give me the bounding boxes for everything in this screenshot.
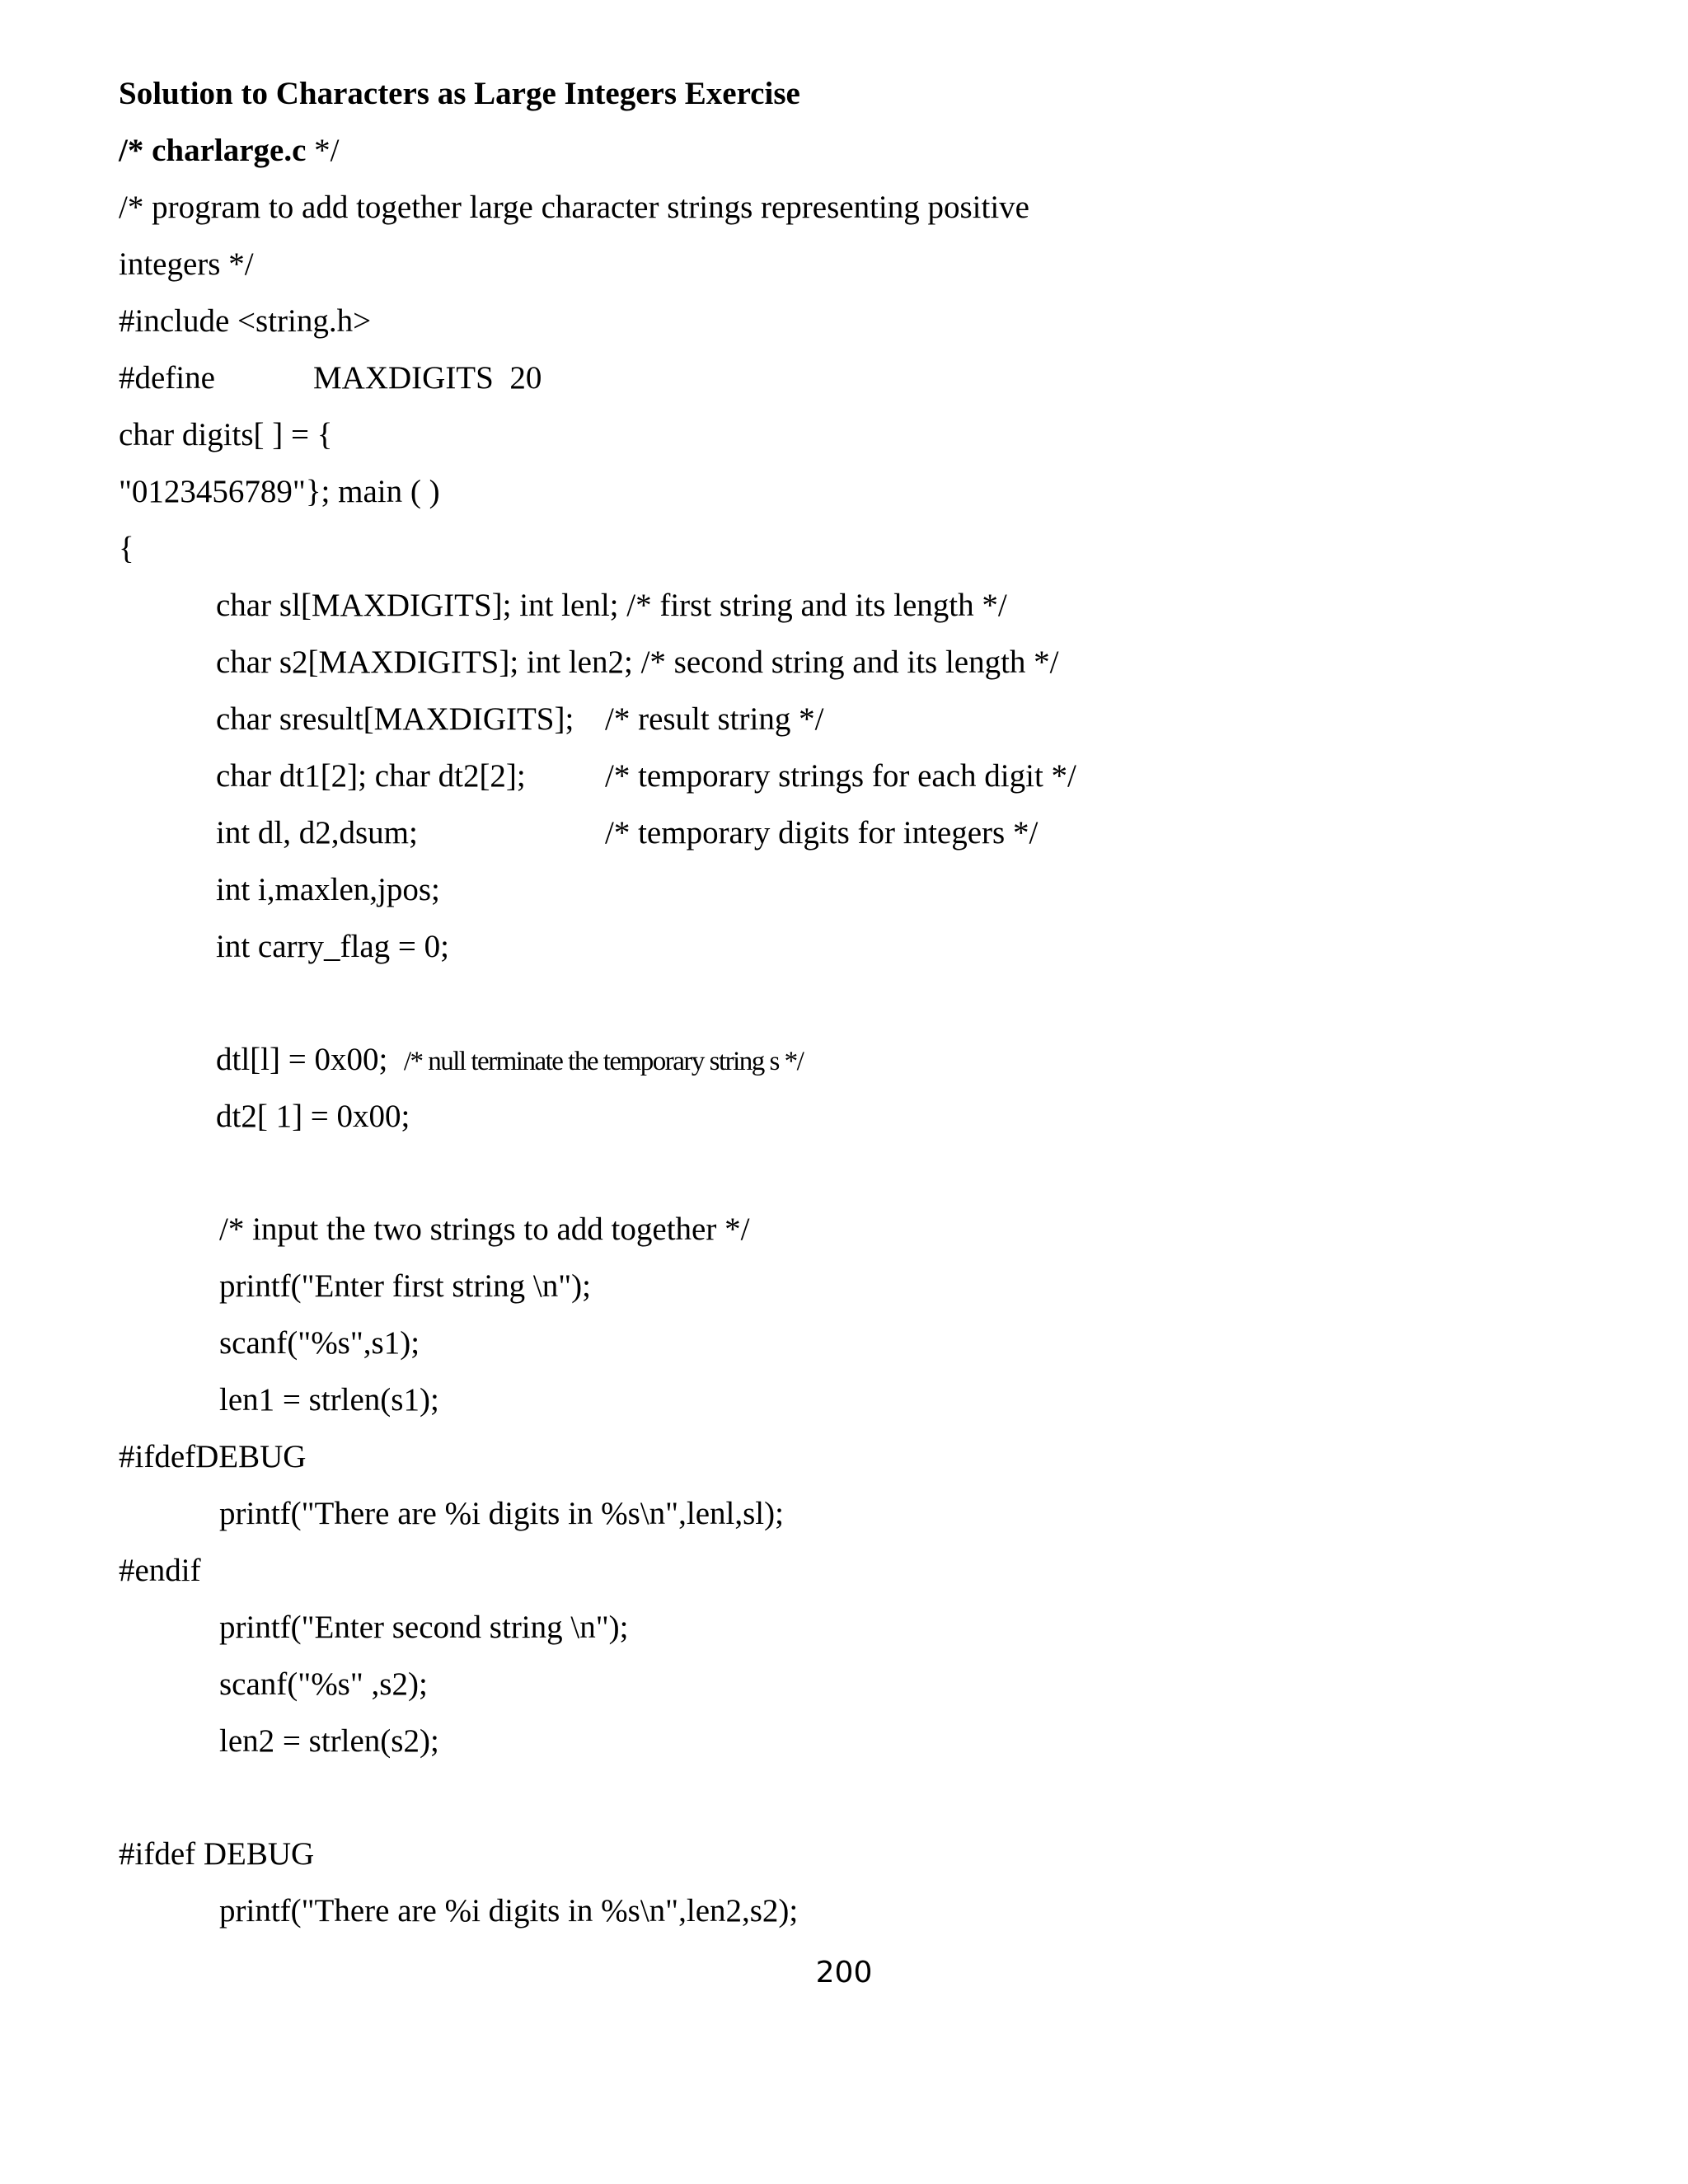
code-line-08-code: char sl[MAXDIGITS]; int lenl; [216,588,619,623]
code-line-10-comment: /* result string */ [605,701,824,737]
code-line-12-comment: /* temporary digits for integers */ [605,815,1039,851]
code-line-18: printf("Enter first string \n"); [219,1268,591,1304]
code-line-08-comment: /* first string and its length */ [626,588,1007,623]
code-line-07: { [119,531,134,566]
code-line-08 [216,586,1007,626]
code-line-12 [216,813,418,853]
code-line-09 [216,643,1059,682]
code-line-27: #ifdef DEBUG [119,1836,315,1872]
code-line-28: printf("There are %i digits in %s\n",len2,s2); [219,1893,799,1929]
code-line-21: #ifdefDEBUG [119,1439,307,1474]
file-comment-name: /* charlarge.c [119,133,307,168]
code-line-25: scanf("%s" ,s2); [219,1666,428,1702]
define-keyword: #define [119,360,215,396]
code-line-23: #endif [119,1553,201,1588]
code-line-19: scanf("%s",s1); [219,1325,420,1361]
code-line-04 [119,359,542,398]
code-line-15-code: dtl[l] = 0x00; [216,1042,388,1077]
code-line-26: len2 = strlen(s2); [219,1723,439,1759]
page-number: 200 [815,1956,873,1990]
code-line-24: printf("Enter second string \n"); [219,1610,629,1645]
file-comment-end: */ [306,133,340,168]
code-line-14: int carry_flag = 0; [216,929,449,964]
code-line-11-code: char dt1[2]; char dt2[2]; [216,758,526,794]
code-line-15-comment: /* null terminate the temporary string s */ [403,1047,804,1076]
code-line-16: dt2[ 1] = 0x00; [216,1099,410,1134]
code-line-01: /* program to add together large character strings representing positive [119,190,1029,225]
code-line-13: int i,maxlen,jpos; [216,872,440,907]
code-line-06: "0123456789"}; main ( ) [119,474,440,509]
code-line-22: printf("There are %i digits in %s\n",lenl,sl); [219,1496,784,1531]
define-value: MAXDIGITS 20 [313,360,542,396]
document-heading: Solution to Characters as Large Integers Exercise [119,76,800,111]
code-line-03: #include <string.h> [119,303,372,339]
code-line-10 [216,700,574,739]
code-line-12-code: int dl, d2,dsum; [216,815,418,851]
code-line-05: char digits[ ] = { [119,417,333,452]
code-line-10-code: char sresult[MAXDIGITS]; [216,701,574,737]
file-comment [119,131,340,171]
code-line-11-comment: /* temporary strings for each digit */ [605,758,1076,794]
code-line-17: /* input the two strings to add together */ [219,1212,750,1247]
code-line-11 [216,757,526,796]
code-line-09-comment: /* second string and its length */ [640,644,1059,680]
code-line-15 [216,1040,803,1081]
code-line-09-code: char s2[MAXDIGITS]; int len2; [216,644,633,680]
code-line-02: integers */ [119,246,254,282]
code-line-20: len1 = strlen(s1); [219,1382,439,1418]
